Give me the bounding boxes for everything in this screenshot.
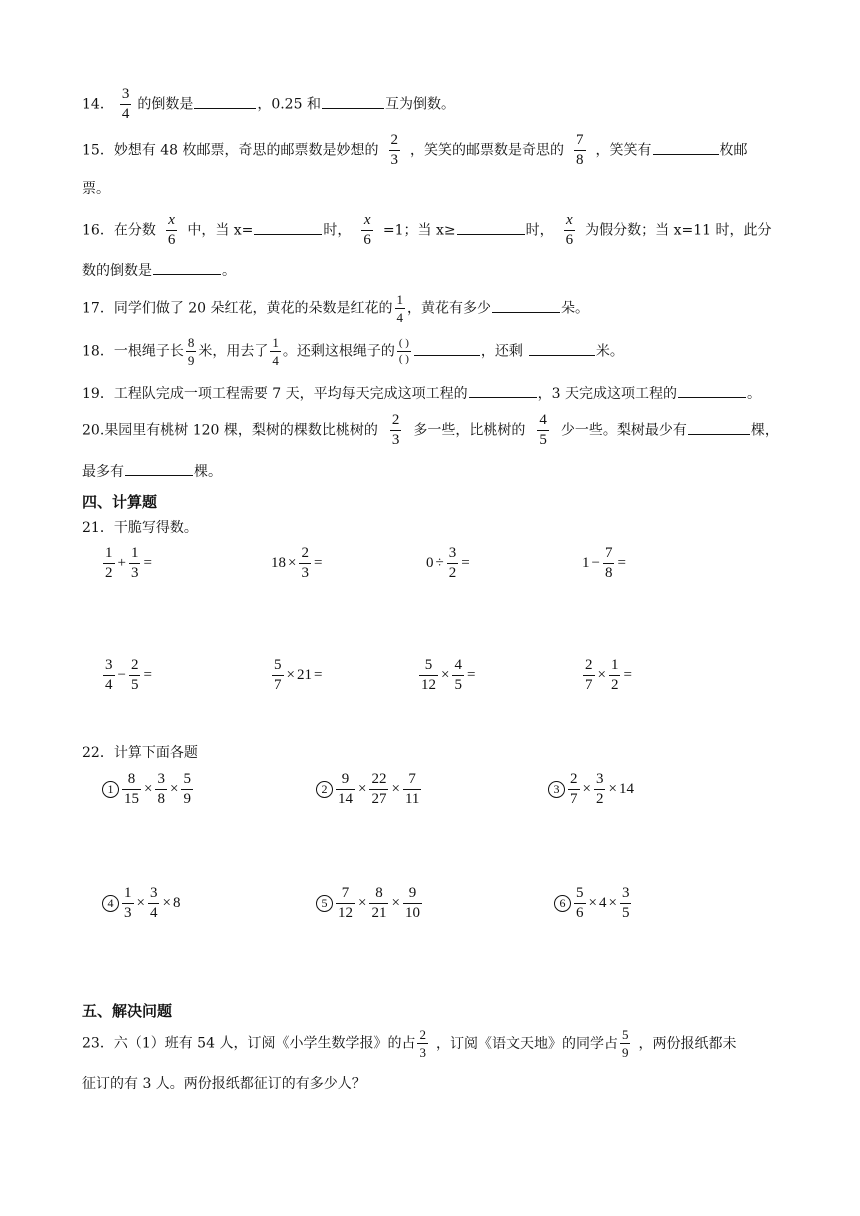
fraction: $\frac{5}{9}$ [621, 1027, 629, 1060]
calc-item: $\frac{5}{12}$ × $\frac{4}{5}$ = [421, 657, 476, 693]
question-23-cont: 征订的有 3 人。两份报纸都征订的有多少人？ [82, 1076, 366, 1092]
question-22-title: 22．计算下面各题 [82, 745, 198, 761]
answer-blank[interactable] [529, 343, 595, 356]
answer-blank[interactable] [254, 222, 322, 235]
fraction: $\frac{8}{9}$ [187, 335, 195, 368]
calc-item: 4 $\frac{1}{3}$ × $\frac{3}{4}$ × 8 [102, 886, 180, 921]
fraction: $\frac{3}{4}$ [121, 86, 130, 122]
calc-item: 3 $\frac{2}{7}$ × $\frac{3}{2}$ × 14 [548, 772, 634, 807]
question-16: 16．在分数 $\frac{x}{6}$ 中，当 x= 时， $\frac{x}{6}$ =1；当 x≥ 时， $\frac{x}{6}$ 为假分数；当 x=11 时，此分 [82, 212, 772, 248]
answer-blank[interactable] [414, 343, 480, 356]
answer-blank[interactable] [492, 300, 560, 313]
answer-blank[interactable] [469, 385, 537, 398]
question-15-cont: 票。 [82, 181, 110, 197]
calc-item: 6 $\frac{5}{6}$ × 4 × $\frac{3}{5}$ [554, 886, 632, 921]
fraction: $\frac{7}{8}$ [576, 132, 584, 168]
fraction: $\frac{4}{5}$ [539, 412, 547, 448]
calc-item: 18 × $\frac{2}{3}$ = [271, 545, 323, 581]
fraction: $\frac{1}{4}$ [396, 292, 404, 325]
calc-item: 1 $\frac{8}{15}$ × $\frac{3}{8}$ × $\frac{5}{9}$ [102, 772, 194, 807]
question-20-cont: 最多有 棵。 [82, 464, 222, 480]
section-heading: 四、计算题 [82, 493, 158, 511]
question-14: 14． $\frac{3}{4}$ 的倒数是 ，0.25 和 互为倒数。 [82, 86, 455, 122]
answer-blank[interactable] [194, 96, 256, 109]
question-17: 17．同学们做了 20 朵红花，黄花的朵数是红花的 $\frac{1}{4}$ ，黄花有多少 朵。 [82, 292, 590, 325]
fraction: $\frac{x}{6}$ [167, 212, 176, 248]
question-20: 20.果园里有桃树 120 棵，梨树的棵数比桃树的 $\frac{2}{3}$ 多一些，比桃树的 $\frac{4}{5}$ 少一些。梨树最少有 棵， [82, 412, 779, 448]
answer-blank[interactable] [678, 385, 746, 398]
answer-blank[interactable] [125, 463, 193, 476]
answer-blank[interactable] [457, 222, 525, 235]
calc-item: 2 $\frac{9}{14}$ × $\frac{22}{27}$ × $\frac{7}{11}$ [316, 772, 422, 807]
question-21-title: 21．干脆写得数。 [82, 520, 198, 536]
question-16-cont: 数的倒数是 。 [82, 263, 236, 279]
calc-item: $\frac{2}{7}$ × $\frac{1}{2}$ = [585, 657, 632, 693]
fraction: $\frac{1}{4}$ [272, 335, 279, 368]
question-18: 18．一根绳子长 $\frac{8}{9}$ 米，用去了 $\frac{1}{4}$ 。还剩这根绳子的 $\frac{( )}{( )}$ ，还剩 米。 [82, 335, 624, 368]
answer-blank[interactable] [653, 142, 719, 155]
fraction-blank[interactable]: $\frac{( )}{( )}$ [398, 337, 409, 365]
calc-item: $\frac{5}{7}$ × 21 = [274, 657, 323, 693]
calc-item: 0 ÷ $\frac{3}{2}$ = [426, 545, 470, 581]
answer-blank[interactable] [322, 96, 384, 109]
fraction: $\frac{2}{3}$ [391, 412, 400, 448]
fraction: $\frac{x}{6}$ [363, 212, 371, 248]
question-15: 15．妙想有 48 枚邮票，奇思的邮票数是妙想的 $\frac{2}{3}$ ，笑笑的邮票数是奇思的 $\frac{7}{8}$ ，笑笑有 枚邮 [82, 132, 748, 168]
calc-item: 1 − $\frac{7}{8}$ = [582, 545, 626, 581]
answer-blank[interactable] [688, 422, 750, 435]
question-23: 23．六（1）班有 54 人，订阅《小学生数学报》的占 $\frac{2}{3}$ ，订阅《语文天地》的同学占 $\frac{5}{9}$ ，两份报纸都未 [82, 1027, 737, 1060]
question-number: 14． [82, 96, 114, 113]
calc-item: $\frac{3}{4}$ − $\frac{2}{5}$ = [105, 657, 152, 693]
fraction: $\frac{2}{3}$ [419, 1027, 426, 1060]
calc-item: 5 $\frac{7}{12}$ × $\frac{8}{21}$ × $\frac{9}{10}$ [316, 886, 423, 921]
section-heading: 五、解决问题 [82, 1002, 173, 1020]
calc-item: $\frac{1}{2}$ + $\frac{1}{3}$ = [105, 545, 152, 581]
answer-blank[interactable] [153, 262, 221, 275]
fraction: $\frac{2}{3}$ [390, 132, 399, 168]
question-19: 19．工程队完成一项工程需要 7 天，平均每天完成这项工程的 ，3 天完成这项工程的 。 [82, 386, 761, 402]
fraction: $\frac{x}{6}$ [565, 212, 574, 248]
